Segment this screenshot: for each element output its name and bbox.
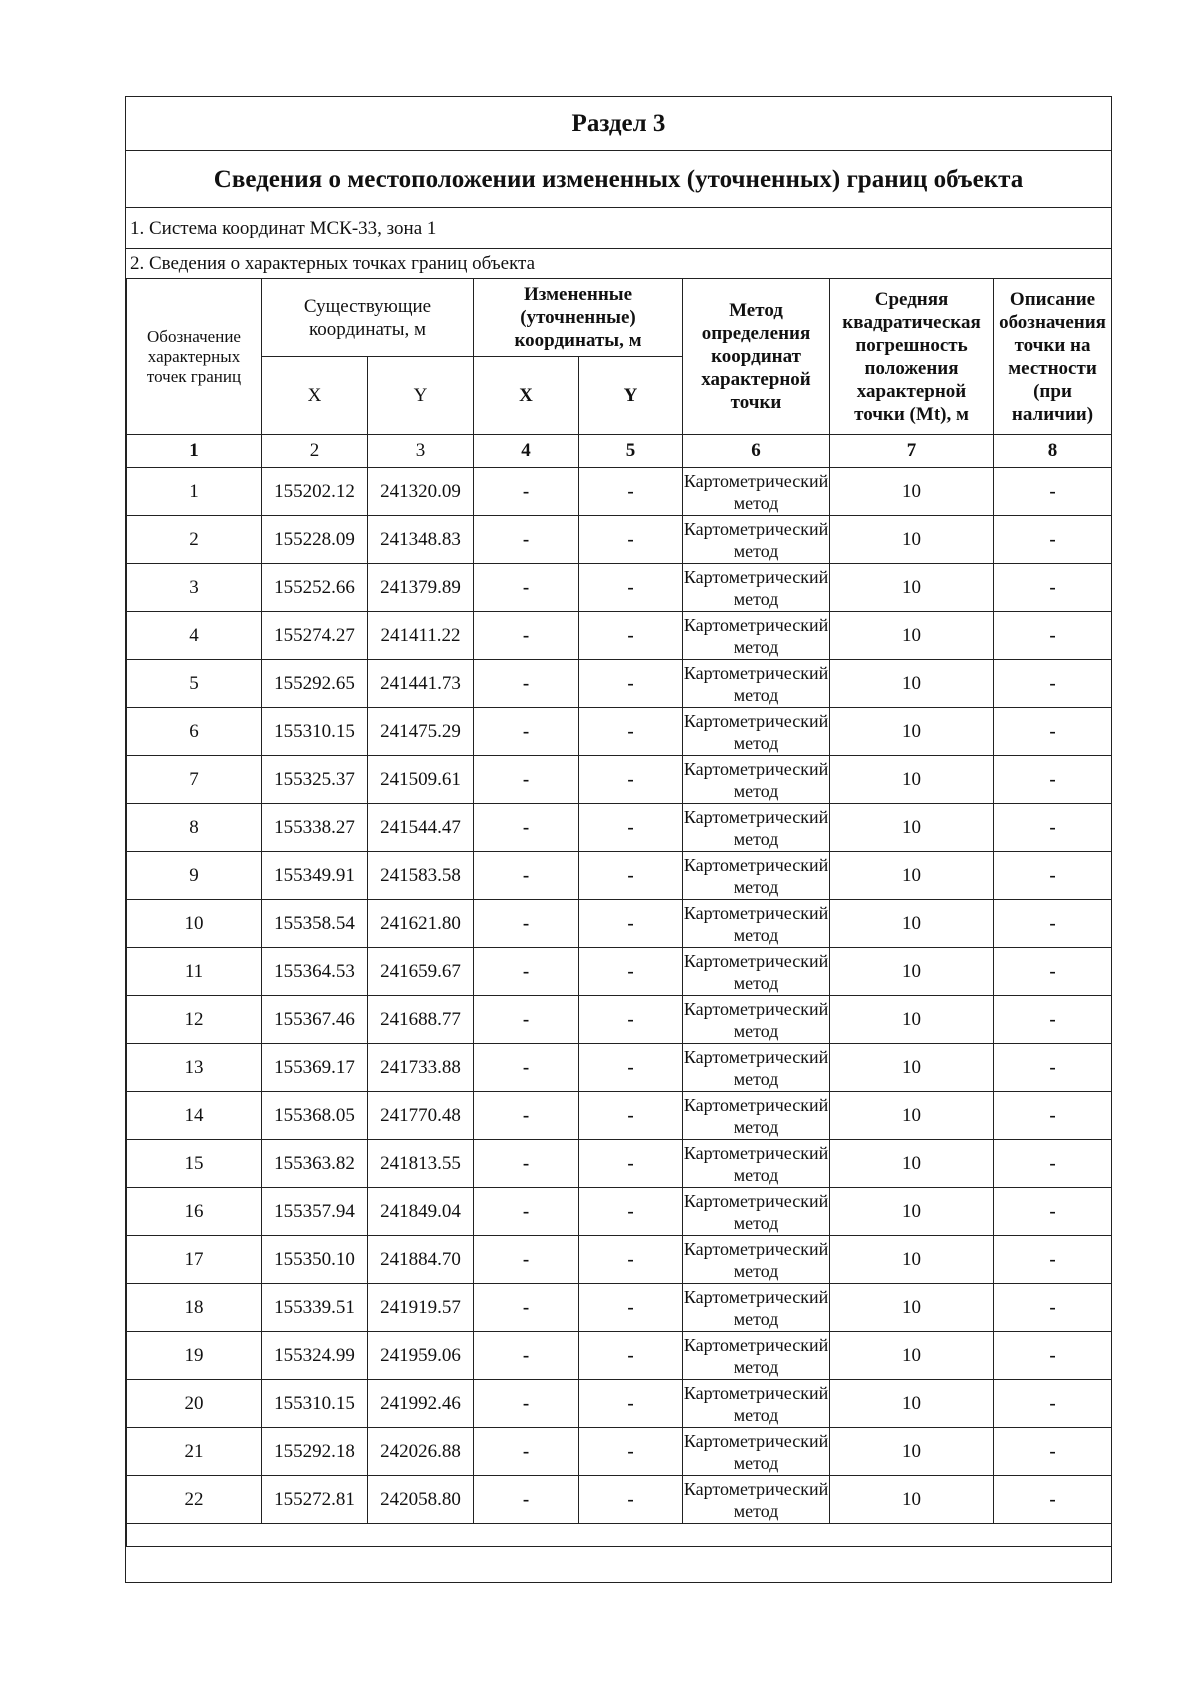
coord-system-line: 1. Система координат МСК-33, зона 1	[130, 218, 437, 239]
method-cell: Картометрический метод	[683, 1428, 830, 1476]
table-row	[127, 756, 1112, 804]
existing-x-cell: 155369.17	[262, 1044, 368, 1092]
point-number-cell: 12	[127, 996, 262, 1044]
existing-x-cell: 155324.99	[262, 1332, 368, 1380]
changed-x-cell: -	[474, 1044, 579, 1092]
method-cell: Картометрический метод	[683, 900, 830, 948]
description-cell: -	[994, 660, 1112, 708]
point-number-cell: 7	[127, 756, 262, 804]
description-cell: -	[994, 1284, 1112, 1332]
description-cell: -	[994, 1092, 1112, 1140]
description-cell: -	[994, 1428, 1112, 1476]
existing-y-cell: 241411.22	[368, 612, 474, 660]
table-row	[127, 1140, 1112, 1188]
method-cell: Картометрический метод	[683, 996, 830, 1044]
point-number-cell: 21	[127, 1428, 262, 1476]
column-number: 8	[994, 435, 1112, 468]
method-cell: Картометрический метод	[683, 612, 830, 660]
changed-x-cell: -	[474, 1092, 579, 1140]
existing-x-cell: 155357.94	[262, 1188, 368, 1236]
changed-y-cell: -	[579, 1044, 683, 1092]
mean-error-cell: 10	[830, 1092, 994, 1140]
table-row	[127, 708, 1112, 756]
existing-x-cell: 155364.53	[262, 948, 368, 996]
changed-y-cell: -	[579, 516, 683, 564]
column-number: 7	[830, 435, 994, 468]
changed-y-cell: -	[579, 660, 683, 708]
existing-x-cell: 155202.12	[262, 468, 368, 516]
description-cell: -	[994, 1236, 1112, 1284]
col-header-existing-y: Y	[368, 357, 474, 435]
changed-y-cell: -	[579, 1476, 683, 1524]
point-number-cell: 15	[127, 1140, 262, 1188]
table-row	[127, 1380, 1112, 1428]
changed-y-cell: -	[579, 612, 683, 660]
table-row	[127, 564, 1112, 612]
existing-x-cell: 155338.27	[262, 804, 368, 852]
description-cell: -	[994, 516, 1112, 564]
changed-y-cell: -	[579, 564, 683, 612]
column-number: 6	[683, 435, 830, 468]
changed-y-cell: -	[579, 1188, 683, 1236]
table-row	[127, 996, 1112, 1044]
existing-x-cell: 155349.91	[262, 852, 368, 900]
method-cell: Картометрический метод	[683, 516, 830, 564]
existing-y-cell: 241475.29	[368, 708, 474, 756]
column-number: 5	[579, 435, 683, 468]
existing-y-cell: 241509.61	[368, 756, 474, 804]
point-number-cell: 10	[127, 900, 262, 948]
divider	[126, 248, 1111, 249]
point-number-cell: 2	[127, 516, 262, 564]
existing-x-cell: 155367.46	[262, 996, 368, 1044]
mean-error-cell: 10	[830, 852, 994, 900]
column-number: 4	[474, 435, 579, 468]
method-cell: Картометрический метод	[683, 1140, 830, 1188]
existing-x-cell: 155358.54	[262, 900, 368, 948]
table-row	[127, 900, 1112, 948]
empty-cell	[127, 1524, 1112, 1547]
table-row	[127, 516, 1112, 564]
changed-x-cell: -	[474, 1428, 579, 1476]
changed-y-cell: -	[579, 708, 683, 756]
col-header-changed-y: Y	[579, 357, 683, 435]
changed-x-cell: -	[474, 1140, 579, 1188]
table-row	[127, 804, 1112, 852]
point-number-cell: 22	[127, 1476, 262, 1524]
existing-y-cell: 241770.48	[368, 1092, 474, 1140]
changed-y-cell: -	[579, 1140, 683, 1188]
point-number-cell: 8	[127, 804, 262, 852]
col-header-method: Метод определения координат характерной точки	[683, 279, 830, 435]
existing-y-cell: 241992.46	[368, 1380, 474, 1428]
description-cell: -	[994, 1044, 1112, 1092]
method-cell: Картометрический метод	[683, 1044, 830, 1092]
point-number-cell: 16	[127, 1188, 262, 1236]
existing-x-cell: 155274.27	[262, 612, 368, 660]
table-row	[127, 660, 1112, 708]
changed-y-cell: -	[579, 948, 683, 996]
changed-y-cell: -	[579, 468, 683, 516]
col-header-description: Описание обозначения точки на местности (при наличии)	[994, 279, 1112, 435]
point-number-cell: 6	[127, 708, 262, 756]
changed-y-cell: -	[579, 996, 683, 1044]
description-cell: -	[994, 708, 1112, 756]
existing-x-cell: 155272.81	[262, 1476, 368, 1524]
changed-x-cell: -	[474, 1188, 579, 1236]
mean-error-cell: 10	[830, 1188, 994, 1236]
existing-y-cell: 242058.80	[368, 1476, 474, 1524]
existing-x-cell: 155310.15	[262, 708, 368, 756]
changed-y-cell: -	[579, 900, 683, 948]
points-heading: 2. Сведения о характерных точках границ объекта	[130, 253, 536, 274]
changed-x-cell: -	[474, 852, 579, 900]
existing-x-cell: 155310.15	[262, 1380, 368, 1428]
point-number-cell: 9	[127, 852, 262, 900]
changed-x-cell: -	[474, 564, 579, 612]
divider	[126, 207, 1111, 208]
changed-x-cell: -	[474, 1380, 579, 1428]
method-cell: Картометрический метод	[683, 1380, 830, 1428]
points-table	[126, 278, 1112, 1547]
mean-error-cell: 10	[830, 1428, 994, 1476]
changed-x-cell: -	[474, 660, 579, 708]
changed-y-cell: -	[579, 804, 683, 852]
changed-x-cell: -	[474, 1284, 579, 1332]
description-cell: -	[994, 1188, 1112, 1236]
existing-y-cell: 241348.83	[368, 516, 474, 564]
changed-y-cell: -	[579, 1284, 683, 1332]
description-cell: -	[994, 852, 1112, 900]
existing-y-cell: 241959.06	[368, 1332, 474, 1380]
mean-error-cell: 10	[830, 1332, 994, 1380]
existing-y-cell: 241583.58	[368, 852, 474, 900]
description-cell: -	[994, 1332, 1112, 1380]
existing-y-cell: 241733.88	[368, 1044, 474, 1092]
changed-y-cell: -	[579, 1092, 683, 1140]
existing-x-cell: 155292.65	[262, 660, 368, 708]
point-number-cell: 14	[127, 1092, 262, 1140]
description-cell: -	[994, 804, 1112, 852]
existing-y-cell: 241320.09	[368, 468, 474, 516]
point-number-cell: 20	[127, 1380, 262, 1428]
mean-error-cell: 10	[830, 900, 994, 948]
table-row	[127, 1428, 1112, 1476]
point-number-cell: 18	[127, 1284, 262, 1332]
mean-error-cell: 10	[830, 1044, 994, 1092]
changed-y-cell: -	[579, 852, 683, 900]
changed-x-cell: -	[474, 900, 579, 948]
method-cell: Картометрический метод	[683, 1188, 830, 1236]
table-row	[127, 1188, 1112, 1236]
method-cell: Картометрический метод	[683, 1332, 830, 1380]
changed-x-cell: -	[474, 948, 579, 996]
mean-error-cell: 10	[830, 1236, 994, 1284]
description-cell: -	[994, 564, 1112, 612]
table-row	[127, 612, 1112, 660]
col-header-changed-coords: Измененные (уточненные) координаты, м	[474, 279, 683, 357]
description-cell: -	[994, 612, 1112, 660]
existing-x-cell: 155325.37	[262, 756, 368, 804]
mean-error-cell: 10	[830, 804, 994, 852]
changed-x-cell: -	[474, 996, 579, 1044]
mean-error-cell: 10	[830, 708, 994, 756]
point-number-cell: 3	[127, 564, 262, 612]
method-cell: Картометрический метод	[683, 1284, 830, 1332]
section-subtitle: Сведения о местоположении измененных (уточненных) границ объекта	[213, 166, 1024, 193]
mean-error-cell: 10	[830, 1476, 994, 1524]
point-number-cell: 11	[127, 948, 262, 996]
existing-y-cell: 241813.55	[368, 1140, 474, 1188]
changed-x-cell: -	[474, 756, 579, 804]
description-cell: -	[994, 756, 1112, 804]
existing-y-cell: 241688.77	[368, 996, 474, 1044]
method-cell: Картометрический метод	[683, 708, 830, 756]
table-row	[127, 852, 1112, 900]
column-number: 1	[127, 435, 262, 468]
divider	[126, 150, 1111, 151]
col-header-changed-x: X	[474, 357, 579, 435]
col-header-mean-error: Средняя квадратическая погрешность положения характерной точки (Mt), м	[830, 279, 994, 435]
document-frame	[125, 96, 1112, 1583]
mean-error-cell: 10	[830, 1380, 994, 1428]
method-cell: Картометрический метод	[683, 756, 830, 804]
col-header-existing-x: X	[262, 357, 368, 435]
mean-error-cell: 10	[830, 564, 994, 612]
existing-x-cell: 155252.66	[262, 564, 368, 612]
point-number-cell: 5	[127, 660, 262, 708]
table-row	[127, 1476, 1112, 1524]
existing-x-cell: 155363.82	[262, 1140, 368, 1188]
method-cell: Картометрический метод	[683, 948, 830, 996]
method-cell: Картометрический метод	[683, 564, 830, 612]
description-cell: -	[994, 1140, 1112, 1188]
changed-y-cell: -	[579, 1428, 683, 1476]
table-row	[127, 1092, 1112, 1140]
changed-x-cell: -	[474, 1476, 579, 1524]
mean-error-cell: 10	[830, 948, 994, 996]
existing-y-cell: 241919.57	[368, 1284, 474, 1332]
description-cell: -	[994, 996, 1112, 1044]
method-cell: Картометрический метод	[683, 1092, 830, 1140]
existing-y-cell: 241544.47	[368, 804, 474, 852]
column-number: 3	[368, 435, 474, 468]
empty-row	[127, 1524, 1112, 1547]
changed-x-cell: -	[474, 1332, 579, 1380]
method-cell: Картометрический метод	[683, 1476, 830, 1524]
table-row	[127, 1044, 1112, 1092]
existing-y-cell: 241441.73	[368, 660, 474, 708]
changed-y-cell: -	[579, 1332, 683, 1380]
mean-error-cell: 10	[830, 1140, 994, 1188]
mean-error-cell: 10	[830, 660, 994, 708]
point-number-cell: 1	[127, 468, 262, 516]
col-header-point-designation: Обозначение характерных точек границ	[127, 279, 262, 435]
method-cell: Картометрический метод	[683, 804, 830, 852]
changed-y-cell: -	[579, 1236, 683, 1284]
changed-x-cell: -	[474, 1236, 579, 1284]
col-header-existing-coords: Существующие координаты, м	[262, 279, 474, 357]
point-number-cell: 13	[127, 1044, 262, 1092]
existing-y-cell: 241884.70	[368, 1236, 474, 1284]
table-row	[127, 1284, 1112, 1332]
description-cell: -	[994, 948, 1112, 996]
changed-y-cell: -	[579, 756, 683, 804]
method-cell: Картометрический метод	[683, 468, 830, 516]
changed-x-cell: -	[474, 516, 579, 564]
mean-error-cell: 10	[830, 1284, 994, 1332]
existing-x-cell: 155339.51	[262, 1284, 368, 1332]
section-title: Раздел 3	[571, 110, 666, 137]
existing-x-cell: 155350.10	[262, 1236, 368, 1284]
method-cell: Картометрический метод	[683, 852, 830, 900]
point-number-cell: 19	[127, 1332, 262, 1380]
mean-error-cell: 10	[830, 756, 994, 804]
changed-x-cell: -	[474, 708, 579, 756]
mean-error-cell: 10	[830, 996, 994, 1044]
point-number-cell: 17	[127, 1236, 262, 1284]
existing-y-cell: 242026.88	[368, 1428, 474, 1476]
table-row	[127, 468, 1112, 516]
table-row	[127, 948, 1112, 996]
column-number: 2	[262, 435, 368, 468]
existing-x-cell: 155228.09	[262, 516, 368, 564]
existing-y-cell: 241379.89	[368, 564, 474, 612]
method-cell: Картометрический метод	[683, 1236, 830, 1284]
point-number-cell: 4	[127, 612, 262, 660]
method-cell: Картометрический метод	[683, 660, 830, 708]
mean-error-cell: 10	[830, 612, 994, 660]
mean-error-cell: 10	[830, 468, 994, 516]
table-row	[127, 1236, 1112, 1284]
existing-y-cell: 241621.80	[368, 900, 474, 948]
description-cell: -	[994, 468, 1112, 516]
description-cell: -	[994, 900, 1112, 948]
changed-y-cell: -	[579, 1380, 683, 1428]
description-cell: -	[994, 1476, 1112, 1524]
existing-y-cell: 241849.04	[368, 1188, 474, 1236]
existing-y-cell: 241659.67	[368, 948, 474, 996]
changed-x-cell: -	[474, 612, 579, 660]
mean-error-cell: 10	[830, 516, 994, 564]
description-cell: -	[994, 1380, 1112, 1428]
changed-x-cell: -	[474, 804, 579, 852]
table-row	[127, 1332, 1112, 1380]
changed-x-cell: -	[474, 468, 579, 516]
existing-x-cell: 155368.05	[262, 1092, 368, 1140]
existing-x-cell: 155292.18	[262, 1428, 368, 1476]
